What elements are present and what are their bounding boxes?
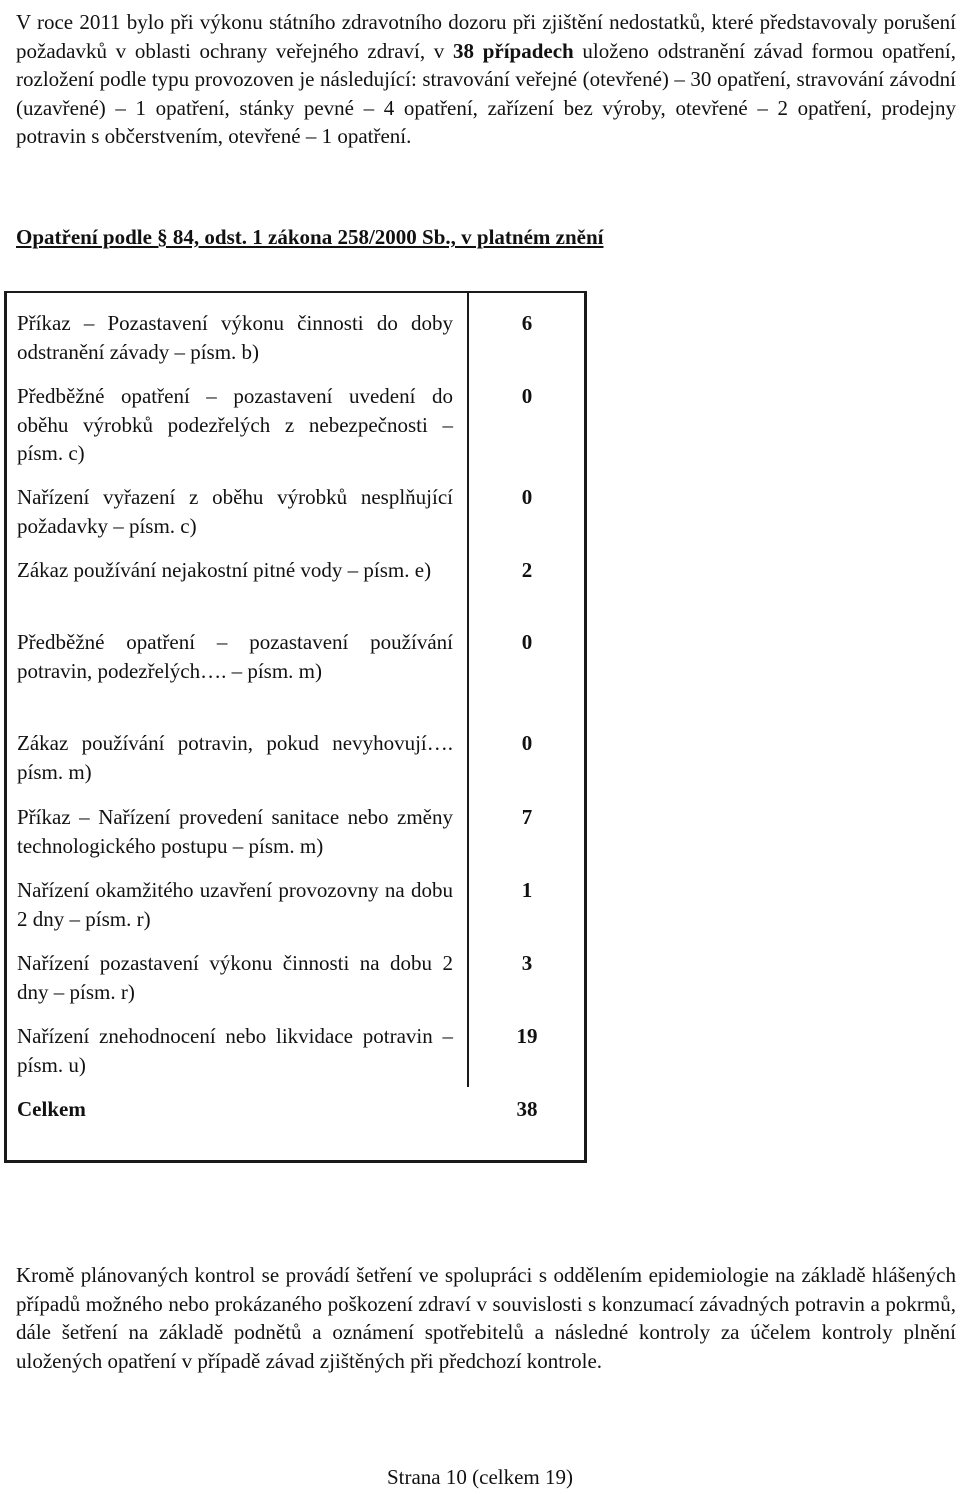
row-label: Zákaz používání potravin, pokud nevyhovují…. písm. m) <box>17 731 453 784</box>
intro-cases-count: 38 případech <box>453 38 574 63</box>
row-value: 0 <box>521 485 533 509</box>
row-label: Předběžné opatření – pozastavení uvedení do oběhu výrobků podezřelých z nebezpečnosti – písm. c) <box>17 384 453 465</box>
row-label: Příkaz – Nařízení provedení sanitace nebo změny technologického postupu – písm. m) <box>17 805 453 858</box>
row-label: Předběžné opatření – pozastavení používání potravin, podezřelých…. – písm. m) <box>17 630 453 683</box>
row-value: 7 <box>521 805 533 829</box>
row-value: 2 <box>521 558 533 582</box>
row-value: 1 <box>521 878 533 902</box>
row-label: Nařízení pozastavení výkonu činnosti na dobu 2 dny – písm. r) <box>17 951 453 1004</box>
section-heading: Opatření podle § 84, odst. 1 zákona 258/2000 Sb., v platném znění <box>16 225 604 249</box>
row-value: 0 <box>521 731 533 755</box>
row-label: Nařízení znehodnocení nebo likvidace potravin – písm. u) <box>17 1024 453 1077</box>
row-label: Nařízení okamžitého uzavření provozovny na dobu 2 dny – písm. r) <box>17 878 453 931</box>
row-value: 0 <box>521 384 533 408</box>
measures-table <box>4 291 587 1163</box>
page-footer: Strana 10 (celkem 19) <box>386 1465 574 1489</box>
intro-text-2: uloženo odstranění závad formou opatření, rozložení podle typu provozoven je následující: stravování veřejné (otevřené) – 30 opatření, stravování závodní (uzavřené) – 1 opatření, stánky pevné – 4 opatření, zařízení bez výroby, otevřené – 2 opatření, prodejny potravin s občerstvením, otevřené – 1 opatření. <box>16 38 956 149</box>
intro-paragraph <box>16 8 956 151</box>
total-value: 38 <box>516 1097 538 1121</box>
row-label: Zákaz používání nejakostní pitné vody – písm. e) <box>17 558 432 582</box>
row-label: Příkaz – Pozastavení výkonu činnosti do doby odstranění závady – písm. b) <box>17 311 453 364</box>
closing-paragraph: Kromě plánovaných kontrol se provádí šetření ve spolupráci s oddělením epidemiologie na základě hlášených případů možného nebo prokázaného poškození zdraví v souvislosti s konzumací závadných potravin a pokrmů, dále šetření na základě podnětů a oznámení spotřebitelů a následné kontroly za účelem kontroly plnění uložených opatření v případě závad zjištěných při předchozí kontrole. <box>16 1263 956 1373</box>
row-value: 6 <box>521 311 533 335</box>
total-label: Celkem <box>17 1097 86 1121</box>
row-value: 3 <box>521 951 533 975</box>
row-label: Nařízení vyřazení z oběhu výrobků nesplňující požadavky – písm. c) <box>17 485 453 538</box>
row-value: 19 <box>516 1024 538 1048</box>
row-value: 0 <box>521 630 533 654</box>
intro-text-1: V roce 2011 bylo při výkonu státního zdravotního dozoru při zjištění nedostatků, které představovaly porušení požadavků v oblasti ochrany veřejného zdraví, v <box>16 10 956 63</box>
